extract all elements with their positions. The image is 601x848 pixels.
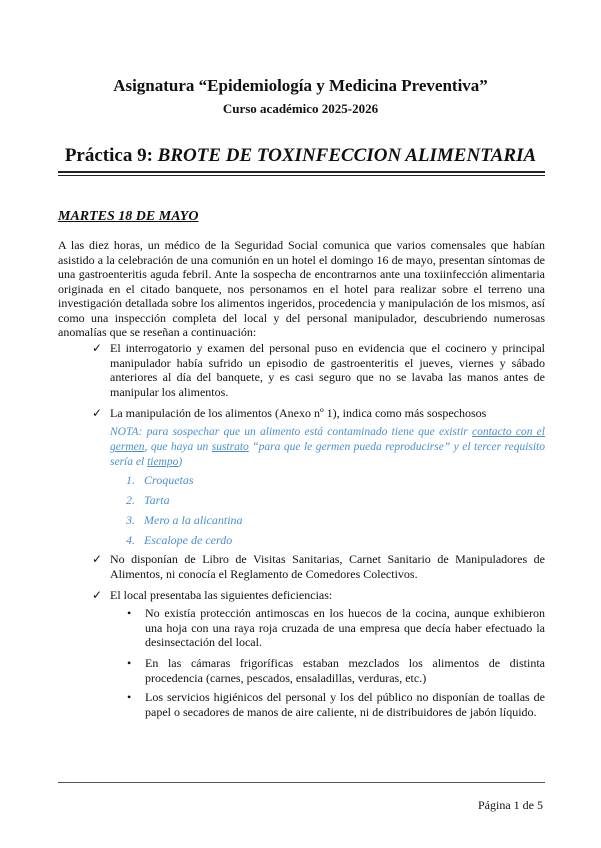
- check-item-2: La manipulación de los alimentos (Anexo nº 1), indica como más sospechosos: [110, 406, 487, 420]
- page-number: Página 1 de 5: [478, 798, 543, 812]
- bullet-icon: •: [127, 656, 132, 670]
- course-title: Asignatura “Epidemiología y Medicina Preventiva”: [113, 76, 488, 95]
- food-item: [126, 493, 170, 508]
- food-label: Escalope de cerdo: [144, 533, 233, 547]
- deficiency-item: No existía protección antimoscas en los huecos de la cocina, aunque exhibieron una hoja con una raya roja cruzada de una empresa que decía haber efectuado la desinsectación del local.: [145, 606, 545, 649]
- list-number: 2.: [126, 493, 135, 507]
- bullet-icon: •: [127, 690, 132, 704]
- list-number: 3.: [126, 513, 135, 527]
- food-item: [126, 533, 232, 548]
- food-label: Croquetas: [144, 473, 194, 487]
- note-text: ): [178, 456, 183, 468]
- note-paragraph: [110, 425, 545, 470]
- academic-year: Curso académico 2025-2026: [222, 101, 379, 116]
- checkmark-icon: ✓: [92, 341, 103, 355]
- food-item: [126, 513, 243, 528]
- bullet-icon: •: [127, 606, 132, 620]
- note-text: “para que le germen pueda reproducirse” y el tercer requisito sería el: [110, 441, 546, 468]
- note-text: NOTA: para sospechar que un alimento está contaminado tiene que existir: [110, 426, 472, 438]
- deficiency-item: Los servicios higiénicos del personal y los del público no disponían de toallas de papel o secadores de manos de aire caliente, ni de distribuidores de jabón líquido.: [145, 690, 545, 719]
- checkmark-icon: ✓: [92, 552, 103, 566]
- practice-prefix: Práctica 9:: [64, 145, 153, 166]
- food-label: Mero a la alicantina: [144, 513, 243, 527]
- note-underline: sustrato: [211, 441, 249, 453]
- note-text: , que haya un: [144, 441, 212, 453]
- checkmark-icon: ✓: [92, 406, 103, 420]
- checkmark-icon: ✓: [92, 588, 103, 602]
- practice-title: [0, 145, 601, 167]
- list-number: 4.: [126, 533, 135, 547]
- intro-paragraph: A las diez horas, un médico de la Seguridad Social comunica que varios comensales que habían asistido a la celebración de una comunión en un hotel el domingo 16 de mayo, presentan síntomas de una gastroenteritis aguda febril. Ante la sospecha de encontrarnos ante una toxiinfección alimentaria originada en el citado banquete, nos personamos en el hotel para realizar sobre el terreno una investigación detallada sobre los alimentos ingeridos, procedencia y manipulación de los mismos, así como una inspección completa del local y del personal manipulador, descubriendo numerosas anomalías que se reseñan a continuación:: [58, 238, 545, 339]
- note-underline: tiempo: [147, 456, 179, 468]
- note-underline: contacto con el germen: [110, 426, 545, 453]
- deficiency-item: En las cámaras frigoríficas estaban mezclados los alimentos de distinta procedencia (carnes, pescados, ensaladillas, verduras, etc.): [145, 656, 545, 685]
- check-item-1: El interrogatorio y examen del personal puso en evidencia que el cocinero y principal manipulador había sufrido un episodio de gastroenteritis el jueves, viernes y sábado anteriores al día del banquete, y es casi seguro que no se lavaba las manos antes de manipular los alimentos.: [110, 341, 545, 399]
- food-item: [126, 473, 194, 488]
- food-label: Tarta: [144, 493, 170, 507]
- list-number: 1.: [126, 473, 135, 487]
- check-item-3: No disponían de Libro de Visitas Sanitarias, Carnet Sanitario de Manipuladores de Alimentos, ni conocía el Reglamento de Comedores Colectivos.: [110, 552, 545, 581]
- title-rule-thin: [58, 175, 545, 176]
- title-rule-thick: [58, 171, 545, 173]
- practice-name: BROTE DE TOXINFECCION ALIMENTARIA: [157, 145, 537, 166]
- date-heading: MARTES 18 DE MAYO: [58, 209, 199, 224]
- check-item-4: El local presentaba las siguientes deficiencias:: [110, 588, 333, 602]
- footer-rule: [58, 782, 545, 783]
